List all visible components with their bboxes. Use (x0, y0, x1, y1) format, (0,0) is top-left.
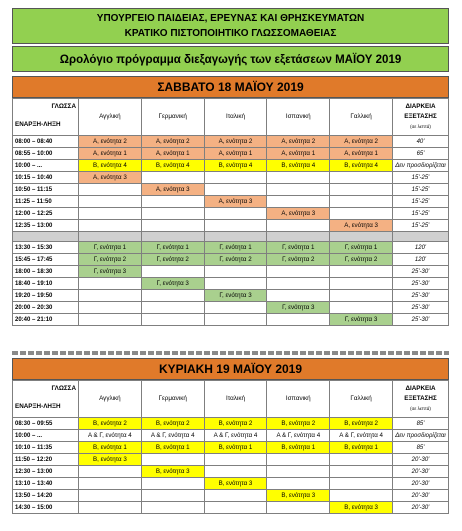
exam-cell: Α, ενότητα 3 (141, 184, 204, 196)
time-slot: 10:50 – 11:15 (13, 184, 79, 196)
language-header: Γαλλική (330, 381, 393, 418)
exam-cell: Β, ενότητα 4 (141, 160, 204, 172)
duration-cell: 25'-30' (393, 266, 449, 278)
time-slot: 08:55 – 10:00 (13, 148, 79, 160)
exam-cell (330, 208, 393, 220)
schedule-row (13, 160, 449, 172)
time-slot: 15:45 – 17:45 (13, 254, 79, 266)
exam-cell (79, 478, 142, 490)
exam-cell: Β, ενότητα 3 (79, 454, 142, 466)
exam-cell: Γ, ενότητα 1 (330, 242, 393, 254)
duration-cell: 15'-25' (393, 172, 449, 184)
exam-cell: Α, ενότητα 3 (204, 196, 267, 208)
time-slot: 11:25 – 11:50 (13, 196, 79, 208)
exam-cell (79, 302, 142, 314)
language-header: Ισπανική (267, 381, 330, 418)
schedule-row (13, 454, 449, 466)
break-cell (79, 232, 142, 242)
exam-cell (267, 278, 330, 290)
exam-cell: Β, ενότητα 3 (204, 478, 267, 490)
duration-cell: 85' (393, 418, 449, 430)
exam-cell: Β, ενότητα 3 (267, 490, 330, 502)
time-slot: 20:00 – 20:30 (13, 302, 79, 314)
exam-cell: Α & Γ, ενότητα 4 (204, 430, 267, 442)
exam-cell (330, 278, 393, 290)
corner-header (13, 381, 79, 418)
exam-cell (330, 302, 393, 314)
schedule-row (13, 442, 449, 454)
exam-cell (267, 184, 330, 196)
exam-cell (204, 454, 267, 466)
schedule-row (13, 266, 449, 278)
exam-cell (330, 266, 393, 278)
time-slot: 08:00 – 08:40 (13, 136, 79, 148)
exam-cell (79, 208, 142, 220)
start-end-label: ΕΝΑΡΞΗ-ΛΗΞΗ (15, 121, 61, 128)
exam-cell (330, 490, 393, 502)
exam-cell: Β, ενότητα 4 (204, 160, 267, 172)
exam-cell (267, 172, 330, 184)
schedule-row (13, 278, 449, 290)
time-slot: 10:15 – 10:40 (13, 172, 79, 184)
day-2-schedule-table (12, 380, 449, 514)
exam-cell (267, 466, 330, 478)
exam-cell: Γ, ενότητα 1 (79, 242, 142, 254)
exam-cell: Α & Γ, ενότητα 4 (141, 430, 204, 442)
header-row (13, 381, 449, 418)
exam-cell (79, 290, 142, 302)
exam-cell: Β, ενότητα 1 (330, 442, 393, 454)
schedule-row (13, 430, 449, 442)
duration-cell: 25'-30' (393, 302, 449, 314)
language-header: Γερμανική (141, 99, 204, 136)
exam-cell: Α, ενότητα 1 (330, 148, 393, 160)
exam-cell (267, 314, 330, 326)
exam-cell (204, 302, 267, 314)
exam-cell (267, 220, 330, 232)
exam-cell: Α, ενότητα 2 (79, 136, 142, 148)
duration-cell: 65' (393, 148, 449, 160)
schedule-row (13, 314, 449, 326)
duration-unit: (σε λεπτά) (410, 406, 431, 411)
time-slot: 18:00 – 18:30 (13, 266, 79, 278)
exam-cell: Α, ενότητα 3 (79, 172, 142, 184)
language-header: Γαλλική (330, 99, 393, 136)
exam-cell (267, 290, 330, 302)
exam-cell: Β, ενότητα 4 (330, 160, 393, 172)
schedule-row (13, 136, 449, 148)
language-header: Ισπανική (267, 99, 330, 136)
exam-cell: Α & Γ, ενότητα 4 (330, 430, 393, 442)
exam-cell (79, 490, 142, 502)
schedule-row (13, 148, 449, 160)
exam-cell: Β, ενότητα 4 (79, 160, 142, 172)
exam-cell: Α, ενότητα 1 (141, 148, 204, 160)
time-slot: 12:35 – 13:00 (13, 220, 79, 232)
time-slot: 13:30 – 15:30 (13, 242, 79, 254)
duration-cell: 15'-25' (393, 220, 449, 232)
day-1-title: ΣΑΒΒΑΤΟ 18 ΜΑΪΟΥ 2019 (12, 76, 449, 98)
duration-header (393, 381, 449, 418)
schedule-row (13, 208, 449, 220)
exam-cell (330, 290, 393, 302)
exam-cell (267, 502, 330, 514)
duration-header (393, 99, 449, 136)
exam-cell (204, 314, 267, 326)
exam-cell (141, 208, 204, 220)
break-cell (204, 232, 267, 242)
duration-cell: 120' (393, 254, 449, 266)
schedule-row (13, 490, 449, 502)
day-2-title: ΚΥΡΙΑΚΗ 19 ΜΑΪΟΥ 2019 (12, 358, 449, 380)
time-slot: 12:30 – 13:00 (13, 466, 79, 478)
exam-cell (267, 478, 330, 490)
time-slot: 10:00 – ... (13, 160, 79, 172)
exam-cell (141, 172, 204, 184)
exam-cell (330, 196, 393, 208)
duration-cell: 25'-30' (393, 290, 449, 302)
exam-cell (141, 502, 204, 514)
exam-cell: Γ, ενότητα 2 (141, 254, 204, 266)
ministry-line-2: ΚΡΑΤΙΚΟ ΠΙΣΤΟΠΟΙΗΤΙΚΟ ΓΛΩΣΣΟΜΑΘΕΙΑΣ (124, 28, 337, 39)
exam-cell (204, 208, 267, 220)
exam-cell (330, 466, 393, 478)
exam-cell: Α, ενότητα 1 (79, 148, 142, 160)
time-slot: 19:20 – 19:50 (13, 290, 79, 302)
duration-unit: (σε λεπτά) (410, 124, 431, 129)
duration-label-2: ΕΞΕΤΑΣΗΣ (404, 113, 437, 120)
duration-cell: 25'-30' (393, 314, 449, 326)
exam-cell (330, 184, 393, 196)
exam-cell: Β, ενότητα 1 (204, 442, 267, 454)
exam-cell: Α, ενότητα 3 (330, 220, 393, 232)
exam-cell: Β, ενότητα 2 (330, 418, 393, 430)
time-slot: 14:30 – 15:00 (13, 502, 79, 514)
schedule-row (13, 478, 449, 490)
exam-cell: Β, ενότητα 4 (267, 160, 330, 172)
schedule-row (13, 196, 449, 208)
time-slot: 12:00 – 12:25 (13, 208, 79, 220)
ministry-header (12, 8, 449, 44)
exam-cell (204, 502, 267, 514)
exam-cell (79, 184, 142, 196)
exam-cell (79, 502, 142, 514)
schedule-row (13, 418, 449, 430)
exam-cell: Γ, ενότητα 3 (79, 266, 142, 278)
exam-cell (141, 266, 204, 278)
time-slot: 08:30 – 09:55 (13, 418, 79, 430)
exam-cell (141, 290, 204, 302)
exam-cell (141, 454, 204, 466)
exam-cell: Γ, ενότητα 2 (267, 254, 330, 266)
exam-cell: Γ, ενότητα 2 (79, 254, 142, 266)
language-label: ΓΛΩΣΣΑ (51, 103, 76, 110)
exam-cell: Γ, ενότητα 3 (204, 290, 267, 302)
exam-cell (79, 220, 142, 232)
language-header: Ιταλική (204, 99, 267, 136)
duration-cell: Δεν προσδιορίζεται (393, 430, 449, 442)
schedule-row (13, 242, 449, 254)
exam-cell: Β, ενότητα 1 (141, 442, 204, 454)
exam-cell: Γ, ενότητα 2 (204, 254, 267, 266)
duration-cell: 15'-25' (393, 184, 449, 196)
exam-cell (204, 184, 267, 196)
start-end-label: ΕΝΑΡΞΗ-ΛΗΞΗ (15, 403, 61, 410)
exam-cell (141, 302, 204, 314)
header-row (13, 99, 449, 136)
duration-cell: 20'-30' (393, 502, 449, 514)
break-cell (267, 232, 330, 242)
exam-cell: Α, ενότητα 2 (204, 136, 267, 148)
exam-cell: Β, ενότητα 1 (267, 442, 330, 454)
time-slot: 10:10 – 11:35 (13, 442, 79, 454)
break-cell (393, 232, 449, 242)
exam-cell: Β, ενότητα 1 (79, 442, 142, 454)
duration-cell: 120' (393, 242, 449, 254)
exam-cell: Α, ενότητα 2 (330, 136, 393, 148)
duration-cell: 20'-30' (393, 490, 449, 502)
duration-cell: 40' (393, 136, 449, 148)
time-slot: 18:40 – 19:10 (13, 278, 79, 290)
exam-cell (141, 220, 204, 232)
schedule-row (13, 172, 449, 184)
exam-cell: Α & Γ, ενότητα 4 (79, 430, 142, 442)
exam-cell: Γ, ενότητα 1 (267, 242, 330, 254)
exam-cell: Β, ενότητα 2 (141, 418, 204, 430)
schedule-row (13, 254, 449, 266)
break-cell (330, 232, 393, 242)
break-cell (141, 232, 204, 242)
time-slot: 13:10 – 13:40 (13, 478, 79, 490)
duration-cell: 15'-25' (393, 208, 449, 220)
exam-cell (79, 314, 142, 326)
exam-cell: Α, ενότητα 1 (204, 148, 267, 160)
day-1-schedule-table (12, 98, 449, 326)
exam-cell: Β, ενότητα 3 (330, 502, 393, 514)
page-separator (12, 351, 449, 355)
exam-cell (267, 454, 330, 466)
exam-cell (79, 278, 142, 290)
exam-cell (330, 478, 393, 490)
schedule-row (13, 220, 449, 232)
exam-cell (204, 278, 267, 290)
duration-cell: 20'-30' (393, 466, 449, 478)
exam-cell: Γ, ενότητα 3 (267, 302, 330, 314)
duration-label-1: ΔΙΑΡΚΕΙΑ (405, 385, 436, 392)
exam-cell (79, 466, 142, 478)
exam-cell: Α, ενότητα 2 (141, 136, 204, 148)
duration-cell: 20'-30' (393, 478, 449, 490)
exam-cell: Β, ενότητα 2 (79, 418, 142, 430)
exam-cell (267, 266, 330, 278)
exam-cell: Γ, ενότητα 3 (141, 278, 204, 290)
duration-cell: 25'-30' (393, 278, 449, 290)
exam-cell: Α & Γ, ενότητα 4 (267, 430, 330, 442)
language-header: Αγγλική (79, 381, 142, 418)
schedule-row (13, 290, 449, 302)
schedule-row (13, 184, 449, 196)
exam-cell: Γ, ενότητα 1 (141, 242, 204, 254)
exam-cell: Γ, ενότητα 2 (330, 254, 393, 266)
language-header: Ιταλική (204, 381, 267, 418)
exam-cell: Β, ενότητα 2 (267, 418, 330, 430)
duration-cell: 85' (393, 442, 449, 454)
exam-cell (204, 220, 267, 232)
exam-cell (141, 314, 204, 326)
language-header: Γερμανική (141, 381, 204, 418)
schedule-title: Ωρολόγιο πρόγραμμα διεξαγωγής των εξετάσεων ΜΑΪΟΥ 2019 (12, 46, 449, 72)
exam-cell (204, 266, 267, 278)
exam-cell (204, 466, 267, 478)
exam-cell: Γ, ενότητα 1 (204, 242, 267, 254)
exam-cell: Α, ενότητα 2 (267, 136, 330, 148)
exam-cell: Α, ενότητα 3 (267, 208, 330, 220)
language-header: Αγγλική (79, 99, 142, 136)
duration-cell: 15'-25' (393, 196, 449, 208)
duration-label-2: ΕΞΕΤΑΣΗΣ (404, 395, 437, 402)
exam-cell: Γ, ενότητα 3 (330, 314, 393, 326)
ministry-line-1: ΥΠΟΥΡΓΕΙΟ ΠΑΙΔΕΙΑΣ, ΕΡΕΥΝΑΣ ΚΑΙ ΘΡΗΣΚΕΥΜΑΤΩΝ (96, 13, 365, 24)
exam-cell: Β, ενότητα 3 (141, 466, 204, 478)
break-row (13, 232, 449, 242)
schedule-row (13, 502, 449, 514)
duration-cell: Δεν προσδιορίζεται (393, 160, 449, 172)
exam-cell (204, 490, 267, 502)
exam-cell: Β, ενότητα 2 (204, 418, 267, 430)
schedule-row (13, 466, 449, 478)
exam-cell (267, 196, 330, 208)
corner-header (13, 99, 79, 136)
time-slot: 20:40 – 21:10 (13, 314, 79, 326)
exam-cell (141, 490, 204, 502)
time-slot: 11:50 – 12:20 (13, 454, 79, 466)
exam-cell (79, 196, 142, 208)
exam-cell (330, 172, 393, 184)
time-slot: 10:00 – ... (13, 430, 79, 442)
exam-cell (330, 454, 393, 466)
break-cell (13, 232, 79, 242)
language-label: ΓΛΩΣΣΑ (51, 385, 76, 392)
time-slot: 13:50 – 14:20 (13, 490, 79, 502)
schedule-row (13, 302, 449, 314)
exam-cell (141, 196, 204, 208)
exam-cell: Α, ενότητα 1 (267, 148, 330, 160)
exam-cell (141, 478, 204, 490)
duration-cell: 20'-30' (393, 454, 449, 466)
exam-cell (204, 172, 267, 184)
duration-label-1: ΔΙΑΡΚΕΙΑ (405, 103, 436, 110)
